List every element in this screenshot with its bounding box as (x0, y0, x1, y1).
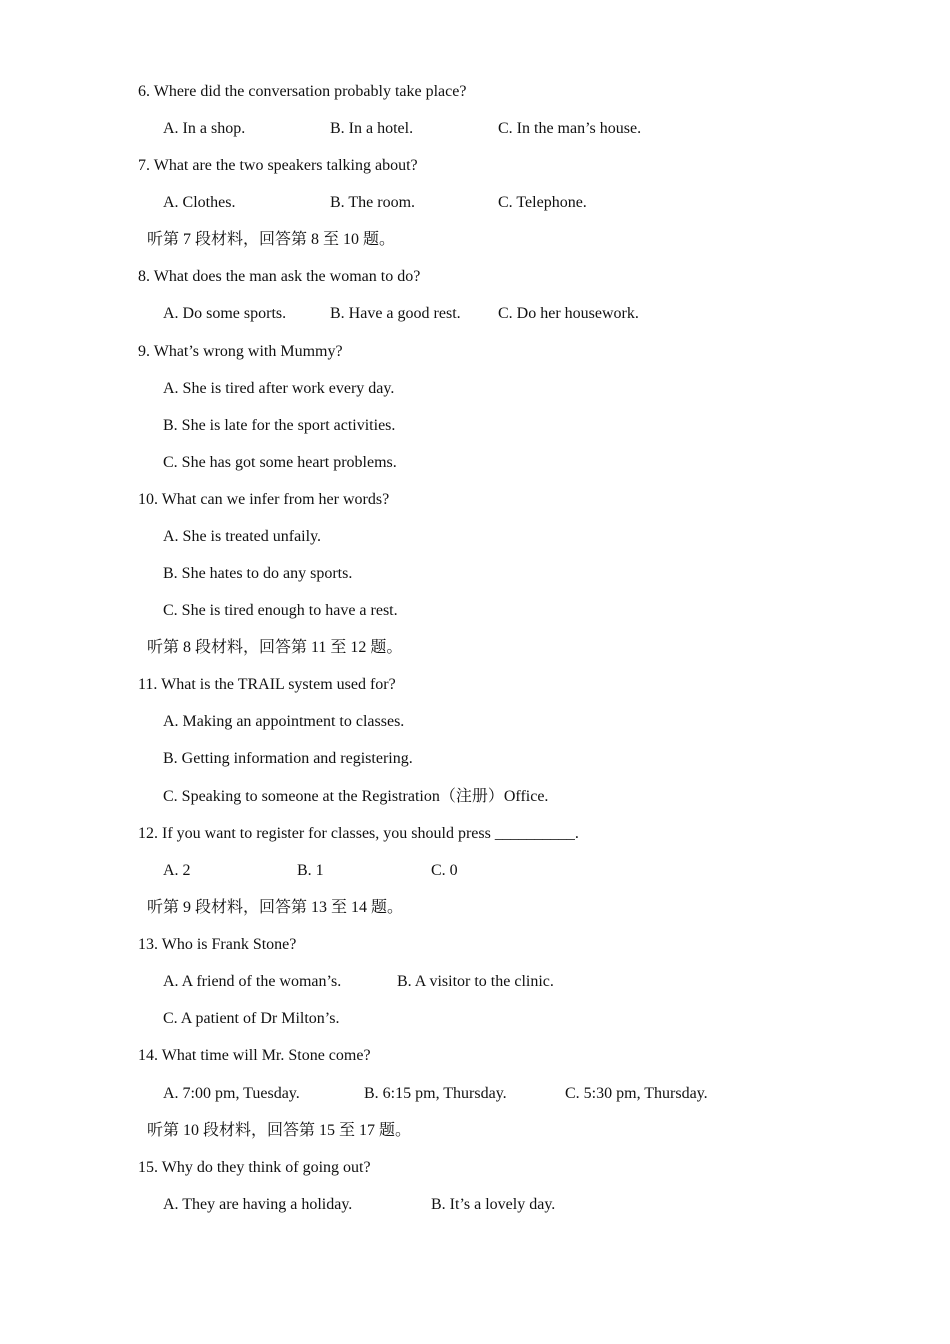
question-11-option-a: A. Making an appointment to classes. (163, 713, 405, 730)
question-9-stem: 9. What’s wrong with Mummy? (138, 343, 343, 360)
option-c: C. In the man’s house. (498, 120, 642, 137)
question-11-option-b: B. Getting information and registering. (163, 750, 413, 767)
question-7-stem: 7. What are the two speakers talking about? (138, 157, 418, 174)
question-14-stem: 14. What time will Mr. Stone come? (138, 1047, 371, 1064)
option-c: C. Do her housework. (498, 305, 639, 322)
option-b: B. Have a good rest. (330, 305, 461, 322)
section-heading-10: 听第 10 段材料，回答第 15 至 17 题。 (147, 1122, 412, 1139)
option-b: B. It’s a lovely day. (431, 1196, 556, 1213)
question-10-option-c: C. She is tired enough to have a rest. (163, 602, 398, 619)
option-b: B. 1 (297, 862, 324, 879)
option-a: A. 2 (163, 862, 191, 879)
question-11-stem: 11. What is the TRAIL system used for? (138, 676, 396, 693)
option-b: B. A visitor to the clinic. (397, 973, 554, 990)
section-heading-8: 听第 8 段材料，回答第 11 至 12 题。 (147, 639, 403, 656)
question-9-option-b: B. She is late for the sport activities. (163, 417, 396, 434)
question-9-option-c: C. She has got some heart problems. (163, 454, 397, 471)
option-a: A. Clothes. (163, 194, 236, 211)
question-10-option-b: B. She hates to do any sports. (163, 565, 353, 582)
option-a: A. Do some sports. (163, 305, 287, 322)
option-c: C. 0 (431, 862, 458, 879)
option-c: C. 5:30 pm, Thursday. (565, 1085, 708, 1102)
question-12-stem: 12. If you want to register for classes, you should press __________. (138, 825, 579, 842)
question-13-option-c: C. A patient of Dr Milton’s. (163, 1010, 340, 1027)
question-15-stem: 15. Why do they think of going out? (138, 1159, 371, 1176)
question-8-stem: 8. What does the man ask the woman to do? (138, 268, 421, 285)
option-c: C. Telephone. (498, 194, 587, 211)
question-10-stem: 10. What can we infer from her words? (138, 491, 390, 508)
section-heading-7: 听第 7 段材料，回答第 8 至 10 题。 (147, 231, 396, 248)
option-a: A. 7:00 pm, Tuesday. (163, 1085, 300, 1102)
section-heading-9: 听第 9 段材料，回答第 13 至 14 题。 (147, 899, 404, 916)
option-a: A. A friend of the woman’s. (163, 973, 342, 990)
question-13-stem: 13. Who is Frank Stone? (138, 936, 297, 953)
question-10-option-a: A. She is treated unfaily. (163, 528, 322, 545)
option-b: B. 6:15 pm, Thursday. (364, 1085, 507, 1102)
question-9-option-a: A. She is tired after work every day. (163, 380, 395, 397)
option-a: A. In a shop. (163, 120, 246, 137)
option-b: B. In a hotel. (330, 120, 414, 137)
option-b: B. The room. (330, 194, 416, 211)
question-11-option-c: C. Speaking to someone at the Registration（注册）Office. (163, 788, 549, 805)
option-a: A. They are having a holiday. (163, 1196, 353, 1213)
question-6-stem: 6. Where did the conversation probably take place? (138, 83, 467, 100)
